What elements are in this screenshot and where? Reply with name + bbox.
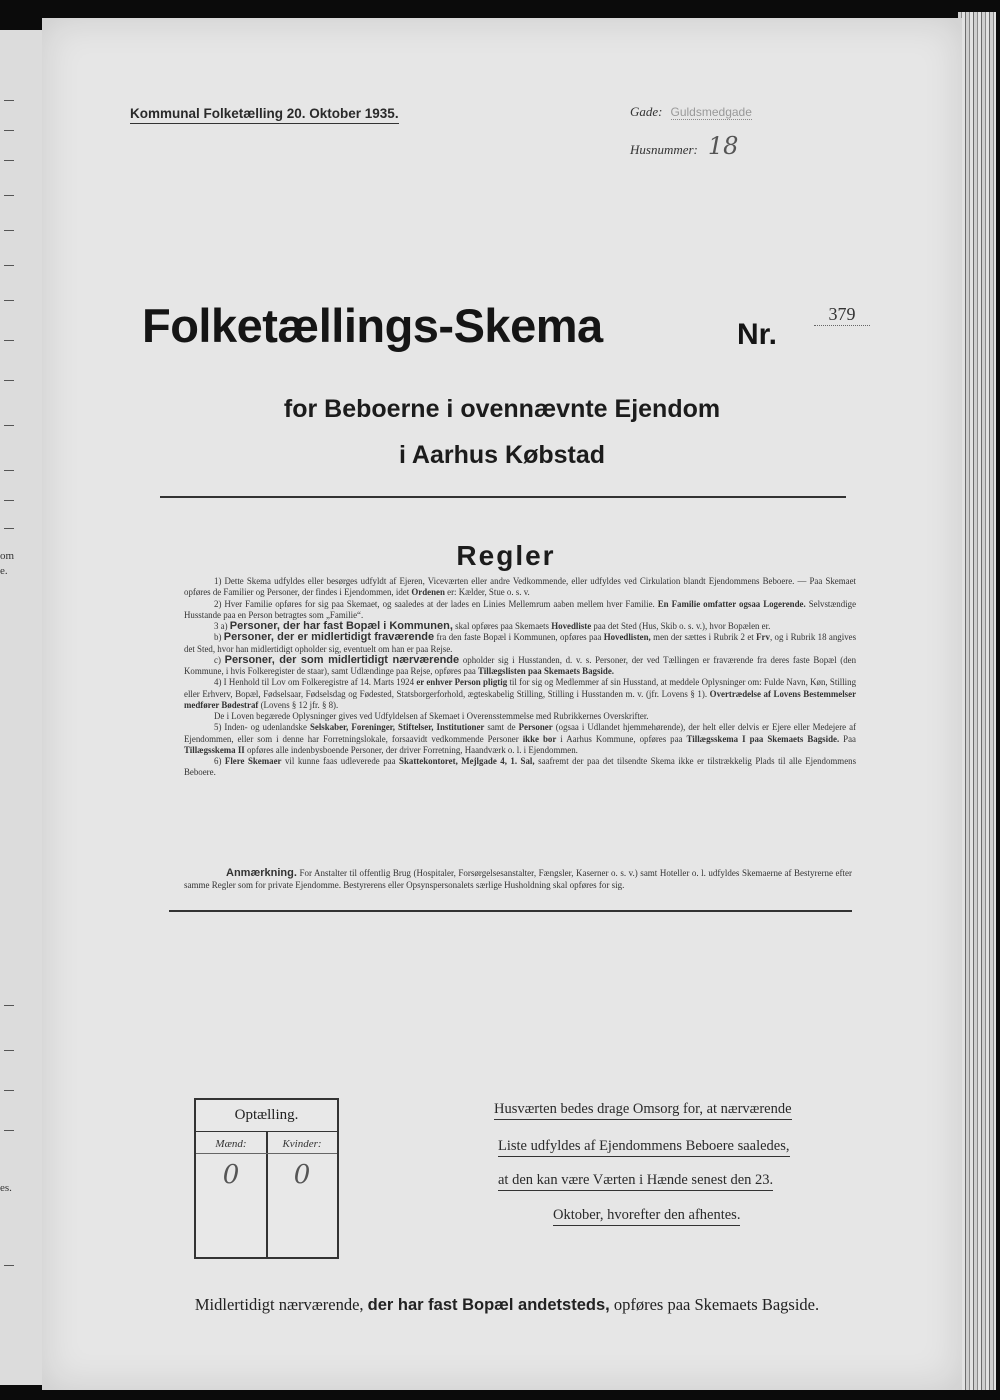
footer-note <box>42 1295 972 1315</box>
rule-6: 6) Flere Skemaer vil kunne faas udleverede paa Skattekontoret, Mejlgade 4, 1. Sal, saafremt der paa det tilsendte Skema ikke er tilstrækkelig Plads til alle Ejendommens Beboere. <box>184 756 857 778</box>
rule-5: 5) Inden- og udenlandske Selskaber, Foreninger, Stiftelser, Institutioner samt de Personer (ogsaa i Udlandet hjemmehørende), der helt eller delvis er Ejere eller Medejere af Ejendommen, eller som i denne har Forretningslokale, forsaavidt vedkommende Personer ikke bor i Aarhus Kommune, opføres paa Tillægsskema I paa Skemaets Bagside. Paa Tillægsskema II opføres alle indenbysboende Personer, der driver Forretning, Haandværk o. l. i Ejendommen. <box>184 722 857 755</box>
rule-2: 2) Hver Familie opføres for sig paa Skemaet, og saaledes at der lades en Linies Mellemrum aaben mellem hver Familie. En Familie omfatter ogsaa Logerende. Selvstændige Husstande paa en Person betragtes som „Familie“. <box>184 598 857 620</box>
notice-line: Husværten bedes drage Omsorg for, at nærværende <box>494 1101 792 1120</box>
kvinder-label: Kvinder: <box>282 1138 322 1150</box>
maend-label: Mænd: <box>215 1138 247 1150</box>
kvinder-value: 0 <box>293 1160 311 1190</box>
husnummer-field <box>630 132 738 160</box>
left-fragment: e. <box>0 565 8 577</box>
anmaerkning-note <box>184 868 852 891</box>
footer-post: opføres paa Skemaets Bagside. <box>613 1295 820 1314</box>
census-form-page <box>42 18 962 1390</box>
count-title: Optælling. <box>196 1100 337 1132</box>
rules-text <box>184 576 856 779</box>
footer-pre: Midlertidigt nærværende, <box>194 1295 364 1314</box>
rule-3c: c) Personer, der som midlertidigt nærværende opholder sig i Husstanden, d. v. s. Personer, der ved Tællingen er fraværende fra deres faste Bopæl (den Kommune, i hvis Folkeregister de staar), samt Udlændinge paa Rejse, opføres paa Tillægslisten paa Skemaets Bagside. <box>184 653 857 676</box>
rule-4-cont: De i Loven begærede Oplysninger gives ved Udfyldelsen af Skemaet i Overensstemmelse med Rubrikkernes Overskrifter. <box>214 711 649 721</box>
footer-bold: der har fast Bopæl andetsteds, <box>367 1296 610 1314</box>
notice-line: Liste udfyldes af Ejendommens Beboere saaledes, <box>498 1138 790 1157</box>
rule-4: 4) I Henhold til Lov om Folkeregistre af 14. Marts 1924 er enhver Person pligtig til for sig og Medlemmer af sin Husstand, at meddele Oplysninger om: Fulde Navn, Køn, Stilling eller Erhverv, Bopæl, Fødselsaar, Fødselsdag og Fødested, Statsborgerforhold, ægteskabelig Stilling, Stilling i Husstanden m. v. (jfr. Lovens § 1). Overtrædelse af Lovens Bestemmelser medfører Bødestraf (Lovens § 12 jfr. § 8). <box>184 677 857 710</box>
notice-line: at den kan være Værten i Hænde senest den 23. <box>498 1172 773 1191</box>
form-title: Folketællings-Skema <box>142 299 603 352</box>
divider <box>169 910 852 912</box>
adjacent-page-edge <box>0 30 44 1385</box>
divider <box>160 496 846 498</box>
count-separator <box>196 1153 337 1154</box>
gade-label: Gade: <box>630 104 663 119</box>
gade-value: Guldsmedgade <box>670 105 752 119</box>
rule-3b: b) Personer, der er midlertidigt fraværende fra den faste Bopæl i Kommunen, opføres paa Hovedlisten, men der sættes i Rubrik 2 et Frv, og i Rubrik 18 angives det Sted, hvor han midlertidigt opholder sig, eventuelt om han er paa Rejse. <box>184 631 857 654</box>
rule-1: 1) Dette Skema udfyldes eller besørges udfyldt af Ejeren, Viceværten eller andre Vedkommende, eller udfyldes ved Cirkulation blandt Ejendommens Beboere. — Paa Skemaet opføres de Familier og Personer, der findes i Ejendommen, idet Ordenen er: Kælder, Stue o. s. v. <box>184 576 856 598</box>
husnummer-label: Husnummer: <box>630 142 698 157</box>
census-title: Kommunal Folketælling 20. Oktober 1935. <box>130 106 399 124</box>
maend-value: 0 <box>222 1160 240 1190</box>
anmaerkning-label: Anmærkning. <box>226 867 297 879</box>
gade-field <box>630 103 752 121</box>
rules-heading: Regler <box>456 540 556 571</box>
notice-line: Oktober, hvorefter den afhentes. <box>553 1207 740 1226</box>
count-box <box>194 1098 339 1259</box>
nr-label: Nr. <box>737 318 778 351</box>
stacked-page-edges <box>958 12 996 1390</box>
form-subtitle-city: i Aarhus Købstad <box>398 441 606 469</box>
left-fragment: om <box>0 550 15 562</box>
husnummer-value: 18 <box>707 132 739 160</box>
anmaerkning-text: For Anstalter til offentlig Brug (Hospitaler, Forsørgelsesanstalter, Fængsler, Kaserner o. s. v.) samt Hoteller o. l. udfyldes Skemaerne af Bestyrerne efter samme Regler som for private Ejendomme. Bestyrerens eller Opsynspersonalets særlige Husholdning skal opføres for sig. <box>184 868 853 890</box>
left-fragment: es. <box>0 1182 12 1194</box>
rule-3a: 3 a) Personer, der har fast Bopæl i Kommunen, skal opføres paa Skemaets Hovedliste paa det Sted (Hus, Skib o. s. v.), hvor Bopælen er. <box>214 620 771 632</box>
form-subtitle: for Beboerne i ovennævnte Ejendom <box>283 395 721 423</box>
nr-value: 379 <box>814 304 870 326</box>
